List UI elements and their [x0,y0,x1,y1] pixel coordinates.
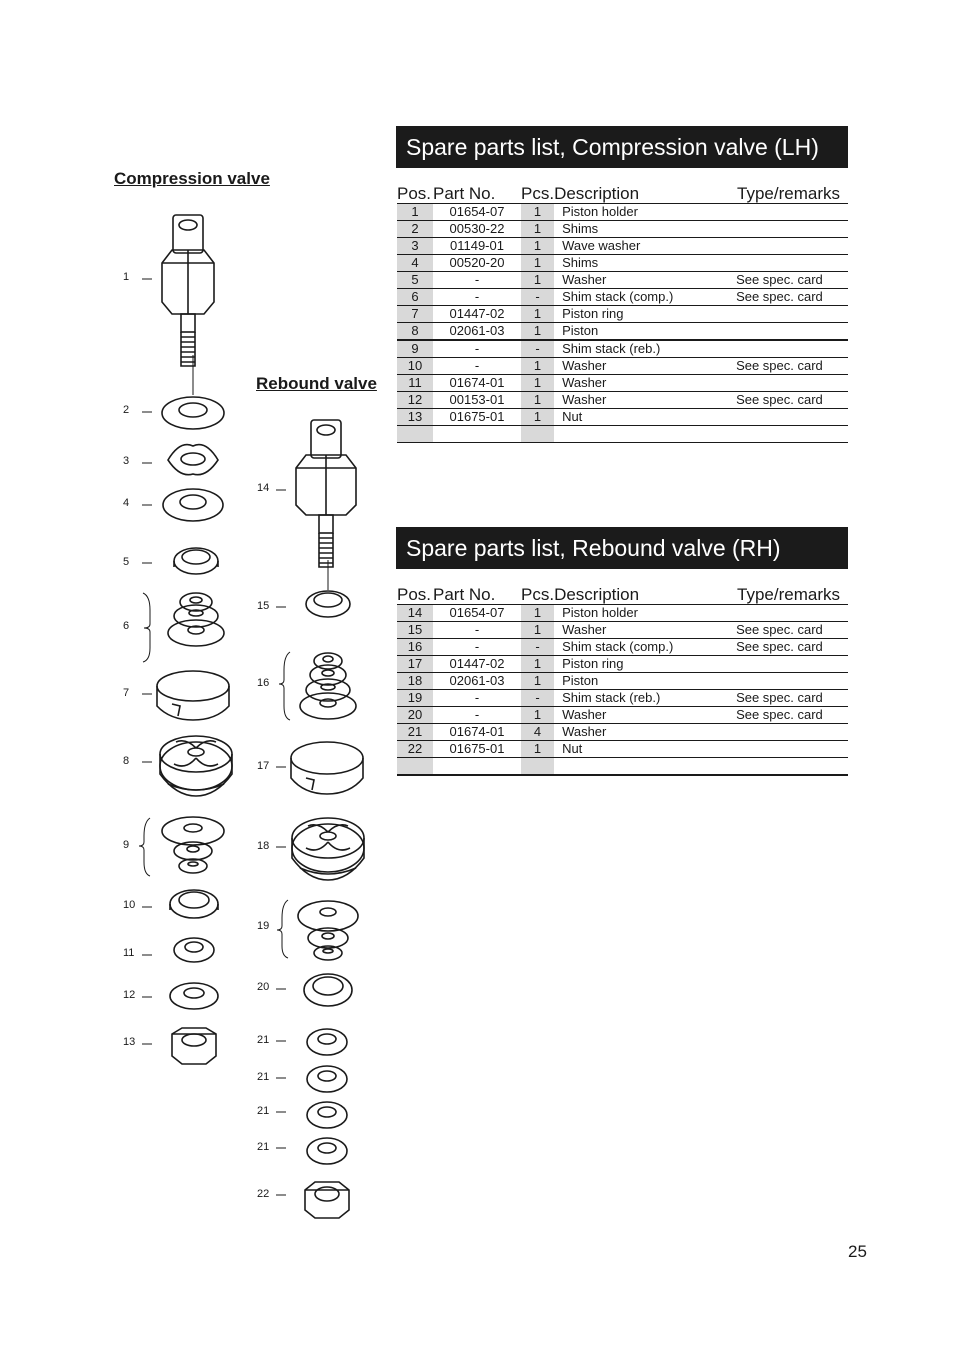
table-row [397,392,848,409]
table-cell: Washer [554,622,732,639]
table-cell [732,741,848,758]
piston-18-drawing [292,818,364,880]
table-cell: - [433,272,521,289]
table-cell: 3 [397,238,433,255]
table-cell [732,673,848,690]
callout-7: 7 [123,687,130,699]
washer-21d-drawing [307,1138,347,1164]
table-cell [732,255,848,272]
table-cell: 8 [397,323,433,341]
table-cell: Washer [554,375,732,392]
table-cell: Shim stack (comp.) [554,289,732,306]
table-row [397,639,848,656]
table-cell: 1 [521,255,554,272]
table-cell: 11 [397,375,433,392]
col-pos: Pos. [397,585,432,604]
callout-19: 19 [257,920,270,932]
table-cell: 00153-01 [433,392,521,409]
callout-1: 1 [123,271,130,283]
table-cell: 02061-03 [433,323,521,341]
table-cell: Washer [554,272,732,289]
table-cell: 1 [521,323,554,341]
table-cell: 00520-20 [433,255,521,272]
table-cell: 1 [521,605,554,622]
compression-parts-table [397,184,848,443]
col-description: Description [554,585,732,605]
table-cell: 01654-07 [433,605,521,622]
table-cell: 1 [521,358,554,375]
table-row [397,272,848,289]
table-row [397,673,848,690]
table-cell: 01447-02 [433,306,521,323]
col-description: Description [554,184,732,204]
callout-21: 21 [257,1034,270,1046]
table-cell: - [433,358,521,375]
table-cell: See spec. card [732,622,848,639]
table-cell-empty [554,758,732,776]
table-cell: - [433,690,521,707]
callout-9: 9 [123,839,130,851]
table-cell: Washer [554,358,732,375]
shim-stack-19-drawing [277,900,358,960]
table-cell: 1 [521,673,554,690]
table-cell: 1 [521,707,554,724]
table-row [397,323,848,341]
washer-21c-drawing [307,1102,347,1128]
table-cell: Shims [554,255,732,272]
table-cell: Piston ring [554,306,732,323]
table-row [397,409,848,426]
col-part-no: Part No. [433,585,521,605]
callout-11: 11 [123,947,135,959]
callout-16: 16 [257,677,270,689]
table-cell-empty [521,758,554,776]
washer-10-drawing [170,890,218,918]
table-cell: 2 [397,221,433,238]
compression-valve-heading: Compression valve [114,169,270,188]
table-row [397,204,848,221]
table-row [397,605,848,622]
col-pcs: Pcs. [521,585,555,604]
table-cell: 02061-03 [433,673,521,690]
table-cell: - [433,340,521,358]
table-cell: 1 [521,409,554,426]
washer-21a-drawing [307,1029,347,1055]
rebound-parts-table [397,585,848,776]
table-row [397,375,848,392]
table-cell: - [433,707,521,724]
table-cell [732,375,848,392]
table-cell: 1 [521,392,554,409]
table-cell: Shim stack (reb.) [554,690,732,707]
table-cell: 1 [521,622,554,639]
table-cell: 4 [397,255,433,272]
table-cell: - [521,340,554,358]
table-row [397,221,848,238]
col-part-no: Part No. [433,184,521,204]
washer-20-drawing [304,974,352,1006]
table-cell-empty [554,426,732,443]
table-row-empty [397,758,848,776]
table-cell: 12 [397,392,433,409]
table-cell: 1 [397,204,433,221]
table-cell: 4 [521,724,554,741]
table-cell: 01149-01 [433,238,521,255]
piston-holder-14-drawing [296,420,356,590]
table-cell: Nut [554,409,732,426]
table-cell [732,409,848,426]
table-row [397,741,848,758]
table-row-empty [397,426,848,443]
table-cell: 22 [397,741,433,758]
shims-2-drawing [162,397,224,429]
table-cell [732,204,848,221]
table-cell: - [521,289,554,306]
table-cell: Shim stack (comp.) [554,639,732,656]
callout-22: 22 [257,1188,270,1200]
callout-18: 18 [257,840,270,852]
callout-14: 14 [257,482,270,494]
table-cell [732,724,848,741]
table-row [397,289,848,306]
table-cell [732,221,848,238]
col-pcs: Pcs. [521,184,555,203]
table-cell: 19 [397,690,433,707]
table-cell: Wave washer [554,238,732,255]
table-cell: 01674-01 [433,724,521,741]
table-header-row [397,585,848,605]
table-row [397,724,848,741]
washer-21b-drawing [307,1066,347,1092]
callout-21: 21 [257,1071,270,1083]
rebound-table-title: Spare parts list, Rebound valve (RH) [396,527,848,569]
shims-4-drawing [163,489,223,521]
table-cell: Piston ring [554,656,732,673]
table-cell: 10 [397,358,433,375]
table-cell: See spec. card [732,289,848,306]
compression-table-title: Spare parts list, Compression valve (LH) [396,126,848,168]
table-row [397,340,848,358]
table-cell: 1 [521,272,554,289]
table-cell-empty [732,426,848,443]
table-cell: 1 [521,375,554,392]
table-row [397,690,848,707]
table-cell [732,605,848,622]
table-cell: See spec. card [732,639,848,656]
table-cell: 1 [521,741,554,758]
callout-3: 3 [123,455,130,467]
table-cell: 01447-02 [433,656,521,673]
col-pos: Pos. [397,184,432,203]
table-cell: Piston holder [554,605,732,622]
table-cell: Nut [554,741,732,758]
wave-washer-3-drawing [168,445,218,475]
callout-21: 21 [257,1105,270,1117]
table-row [397,255,848,272]
callout-2: 2 [123,404,130,416]
table-cell: See spec. card [732,272,848,289]
callout-4: 4 [123,497,130,509]
table-cell: 00530-22 [433,221,521,238]
table-cell: See spec. card [732,358,848,375]
table-row [397,707,848,724]
table-cell-empty [397,426,433,443]
table-row [397,238,848,255]
table-cell: - [433,289,521,306]
table-cell: Shim stack (reb.) [554,340,732,358]
rebound-valve-heading: Rebound valve [256,374,377,393]
table-cell: 20 [397,707,433,724]
table-cell [732,306,848,323]
table-cell: 14 [397,605,433,622]
table-cell: Washer [554,724,732,741]
table-cell: Shims [554,221,732,238]
table-cell: 17 [397,656,433,673]
col-type-remarks: Type/remarks [732,184,848,204]
piston-holder-1-drawing [162,215,214,395]
table-cell: 5 [397,272,433,289]
table-cell: 01675-01 [433,409,521,426]
callout-13: 13 [123,1036,136,1048]
callout-8: 8 [123,755,130,767]
table-cell: 7 [397,306,433,323]
table-cell: - [433,639,521,656]
table-row [397,306,848,323]
table-cell: 21 [397,724,433,741]
table-cell: Washer [554,707,732,724]
table-cell: Piston [554,323,732,341]
washer-15-drawing [306,591,350,617]
table-cell [732,340,848,358]
piston-ring-7-drawing [157,671,229,720]
table-cell-empty [732,758,848,776]
table-row [397,656,848,673]
table-header-row [397,184,848,204]
table-cell: Washer [554,392,732,409]
piston-ring-17-drawing [291,742,363,794]
callout-12: 12 [123,989,136,1001]
table-row [397,358,848,375]
shim-stack-6-drawing [143,593,224,662]
table-cell: See spec. card [732,690,848,707]
nut-13-drawing [172,1028,216,1064]
callout-20: 20 [257,981,270,993]
table-cell: 18 [397,673,433,690]
table-cell: 1 [521,221,554,238]
table-cell: See spec. card [732,392,848,409]
page-number: 25 [848,1242,867,1261]
col-type-remarks: Type/remarks [732,585,848,605]
shim-stack-16-drawing [279,652,356,720]
table-cell: - [433,622,521,639]
table-cell: 1 [521,204,554,221]
table-cell: 16 [397,639,433,656]
table-cell [732,323,848,341]
table-cell: Piston holder [554,204,732,221]
table-row [397,622,848,639]
callout-5: 5 [123,556,130,568]
table-cell [732,656,848,673]
table-cell: 6 [397,289,433,306]
table-cell: 15 [397,622,433,639]
callout-6: 6 [123,620,130,632]
table-cell: 1 [521,306,554,323]
callout-21: 21 [257,1141,270,1153]
table-cell: 01654-07 [433,204,521,221]
shim-stack-9-drawing [139,817,224,876]
table-cell: Piston [554,673,732,690]
table-cell: - [521,690,554,707]
callout-17: 17 [257,760,270,772]
table-cell-empty [521,426,554,443]
table-cell: 9 [397,340,433,358]
table-cell: See spec. card [732,707,848,724]
table-cell [732,238,848,255]
callout-15: 15 [257,600,270,612]
table-cell: - [521,639,554,656]
piston-8-drawing [160,736,232,796]
table-cell: 01674-01 [433,375,521,392]
table-cell-empty [433,426,521,443]
table-cell-empty [397,758,433,776]
washer-11-drawing [174,938,214,962]
nut-22-drawing [305,1182,349,1218]
table-cell: 13 [397,409,433,426]
table-cell: 1 [521,238,554,255]
callout-10: 10 [123,899,136,911]
table-cell-empty [433,758,521,776]
table-cell: 1 [521,656,554,673]
washer-5-drawing [174,548,218,574]
washer-12-drawing [170,983,218,1009]
table-cell: 01675-01 [433,741,521,758]
